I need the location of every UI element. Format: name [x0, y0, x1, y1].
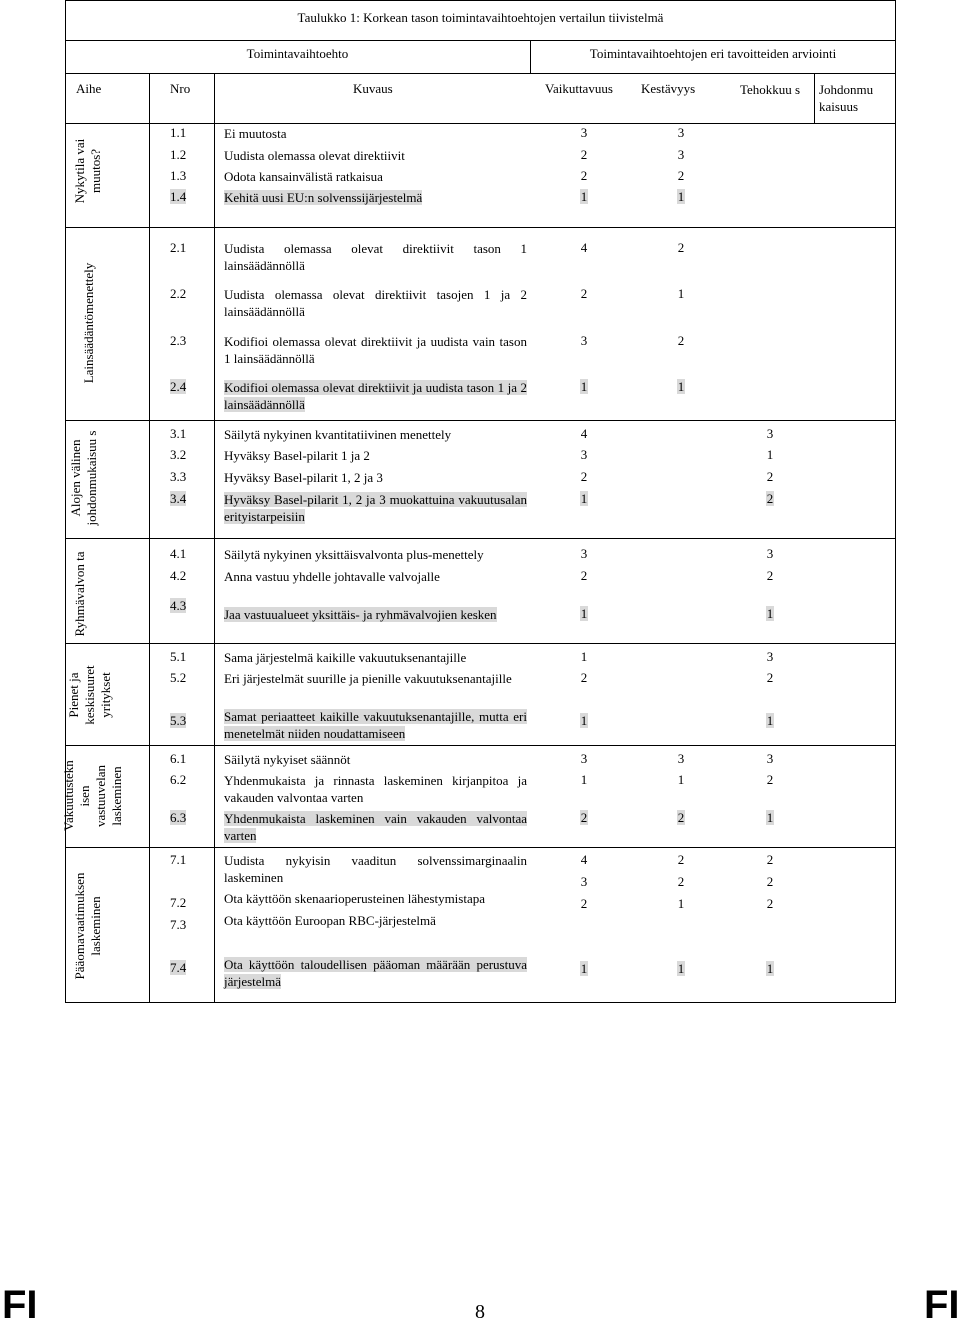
score-vaikuttavuus: 2	[580, 568, 588, 583]
score-tehokkuus: 1	[766, 447, 774, 462]
row-description: Hyväksy Basel-pilarit 1, 2 ja 3	[224, 470, 383, 485]
score-tehokkuus: 1	[766, 606, 774, 621]
row-number: 1.4	[170, 189, 187, 204]
score-vaikuttavuus: 4	[580, 426, 588, 441]
score-kestavyys: 1	[677, 379, 685, 394]
row-description: Kehitä uusi EU:n solvenssijärjestelmä	[224, 190, 423, 205]
score-vaikuttavuus: 1	[580, 379, 588, 394]
row-number: 2.1	[170, 240, 187, 255]
row-number: 6.3	[170, 810, 187, 825]
row-description: Uudista nykyisin vaaditun solvenssimarginaalin laskeminen	[224, 853, 527, 885]
language-mark-left: FI	[2, 1283, 38, 1327]
score-tehokkuus: 1	[766, 810, 774, 825]
row-number: 2.3	[170, 333, 187, 348]
topic-label: Lainsäädäntömenettely	[81, 262, 96, 384]
row-description: Hyväksy Basel-pilarit 1 ja 2	[224, 448, 370, 463]
column-header-vaikuttavuus: Vaikuttavuus	[545, 81, 613, 96]
score-kestavyys: 1	[677, 772, 685, 787]
score-kestavyys: 3	[677, 125, 685, 140]
score-tehokkuus: 3	[766, 546, 774, 561]
score-tehokkuus: 3	[766, 426, 774, 441]
score-vaikuttavuus: 3	[580, 751, 588, 766]
row-number: 4.1	[170, 546, 187, 561]
score-kestavyys: 1	[677, 286, 685, 301]
score-kestavyys: 2	[677, 333, 685, 348]
score-vaikuttavuus: 2	[580, 670, 588, 685]
group-header-options: Toimintavaihtoehto	[246, 46, 349, 61]
row-description: Kodifioi olemassa olevat direktiivit ja uudista vain tason 1 lainsäädännöllä	[224, 334, 527, 366]
topic-label: Vakuutustekn isen vastuuvelan laskeminen	[61, 760, 124, 831]
score-kestavyys: 2	[677, 168, 685, 183]
row-description: Samat periaatteet kaikille vakuutuksenantajille, mutta eri menetelmät niiden noudattamiseen	[224, 709, 527, 741]
row-description: Säilytä nykyinen kvantitatiivinen menettely	[224, 427, 452, 442]
score-vaikuttavuus: 2	[580, 896, 588, 911]
score-vaikuttavuus: 3	[580, 546, 588, 561]
row-description: Uudista olemassa olevat direktiivit tasojen 1 ja 2 lainsäädännöllä	[224, 287, 527, 319]
row-number: 3.1	[170, 426, 187, 441]
row-description: Ota käyttöön Euroopan RBC-järjestelmä	[224, 913, 436, 928]
score-vaikuttavuus: 1	[580, 961, 588, 976]
row-number: 4.2	[170, 568, 187, 583]
row-number: 5.1	[170, 649, 187, 664]
row-number: 2.4	[170, 379, 187, 394]
row-description: Jaa vastuualueet yksittäis- ja ryhmävalvojien kesken	[224, 607, 497, 622]
row-number: 5.2	[170, 670, 187, 685]
row-number: 1.3	[170, 168, 187, 183]
score-vaikuttavuus: 4	[580, 852, 588, 867]
score-kestavyys: 1	[677, 189, 685, 204]
score-tehokkuus: 2	[766, 852, 774, 867]
row-number: 3.3	[170, 469, 187, 484]
page-number: 8	[475, 1301, 485, 1323]
score-vaikuttavuus: 3	[580, 447, 588, 462]
topic-label: Ryhmävalvon ta	[72, 551, 87, 637]
score-kestavyys: 3	[677, 147, 685, 162]
score-tehokkuus: 3	[766, 751, 774, 766]
score-vaikuttavuus: 2	[580, 286, 588, 301]
group-header-evaluation: Toimintavaihtoehtojen eri tavoitteiden arviointi	[589, 46, 837, 61]
row-description: Odota kansainvälistä ratkaisua	[224, 169, 383, 184]
score-vaikuttavuus: 2	[580, 469, 588, 484]
row-number: 6.1	[170, 751, 187, 766]
row-description: Ota käyttöön taloudellisen pääoman määrään perustuva järjestelmä	[224, 957, 527, 989]
column-header-tehokkuus: Tehokkuu s	[740, 82, 801, 97]
row-description: Anna vastuu yhdelle johtavalle valvojalle	[224, 569, 440, 584]
score-vaikuttavuus: 1	[580, 772, 588, 787]
score-vaikuttavuus: 4	[580, 240, 588, 255]
score-kestavyys: 3	[677, 751, 685, 766]
score-tehokkuus: 1	[766, 961, 774, 976]
row-number: 1.2	[170, 147, 187, 162]
score-vaikuttavuus: 1	[580, 649, 588, 664]
table-caption: Taulukko 1: Korkean tason toimintavaihtoehtojen vertailun tiivistelmä	[297, 10, 664, 25]
row-description: Uudista olemassa olevat direktiivit	[224, 148, 405, 163]
row-number: 7.3	[170, 917, 187, 932]
score-tehokkuus: 1	[766, 713, 774, 728]
topic-label: Pienet ja keskisuuret yritykset	[66, 665, 113, 725]
row-number: 3.4	[170, 491, 187, 506]
row-number: 4.3	[170, 598, 187, 613]
score-vaikuttavuus: 1	[580, 713, 588, 728]
score-vaikuttavuus: 1	[580, 491, 588, 506]
column-header-aihe: Aihe	[76, 81, 102, 96]
score-kestavyys: 2	[677, 810, 685, 825]
score-tehokkuus: 2	[766, 896, 774, 911]
score-vaikuttavuus: 3	[580, 333, 588, 348]
row-number: 7.1	[170, 852, 187, 867]
row-number: 6.2	[170, 772, 187, 787]
row-number: 2.2	[170, 286, 187, 301]
row-description: Säilytä nykyiset säännöt	[224, 752, 351, 767]
row-description: Ei muutosta	[224, 126, 287, 141]
row-number: 5.3	[170, 713, 187, 728]
row-description: Kodifioi olemassa olevat direktiivit ja uudista tason 1 ja 2 lainsäädännöllä	[224, 380, 527, 412]
row-description: Hyväksy Basel-pilarit 1, 2 ja 3 muokattuina vakuutusalan erityistarpeisiin	[224, 492, 527, 524]
column-header-johdonmukaisuus: Johdonmu kaisuus	[819, 82, 874, 114]
score-kestavyys: 2	[677, 240, 685, 255]
topic-label: Nykytila vai muutos?	[72, 138, 103, 204]
score-tehokkuus: 2	[766, 469, 774, 484]
column-header-nro: Nro	[170, 81, 191, 96]
row-number: 3.2	[170, 447, 187, 462]
score-tehokkuus: 2	[766, 568, 774, 583]
score-tehokkuus: 3	[766, 649, 774, 664]
score-kestavyys: 2	[677, 874, 685, 889]
score-vaikuttavuus: 1	[580, 606, 588, 621]
row-description: Eri järjestelmät suurille ja pienille vakuutuksenantajille	[224, 671, 512, 686]
score-tehokkuus: 2	[766, 491, 774, 506]
row-number: 7.4	[170, 960, 187, 975]
score-vaikuttavuus: 2	[580, 147, 588, 162]
score-tehokkuus: 2	[766, 874, 774, 889]
row-description: Uudista olemassa olevat direktiivit tason 1 lainsäädännöllä	[224, 241, 527, 273]
score-vaikuttavuus: 3	[580, 874, 588, 889]
row-description: Sama järjestelmä kaikille vakuutuksenantajille	[224, 650, 467, 665]
topic-label: Alojen välinen johdonmukaisuu s	[68, 430, 99, 526]
score-tehokkuus: 2	[766, 772, 774, 787]
column-header-kuvaus: Kuvaus	[353, 81, 393, 96]
score-vaikuttavuus: 1	[580, 189, 588, 204]
column-header-kestavyys: Kestävyys	[641, 81, 696, 96]
score-kestavyys: 1	[677, 896, 685, 911]
row-description: Ota käyttöön skenaarioperusteinen lähestymistapa	[224, 891, 486, 906]
score-vaikuttavuus: 3	[580, 125, 588, 140]
score-kestavyys: 2	[677, 852, 685, 867]
score-vaikuttavuus: 2	[580, 810, 588, 825]
row-number: 1.1	[170, 125, 187, 140]
row-description: Yhdenmukaista ja rinnasta laskeminen kirjanpitoa ja vakauden valvontaa varten	[224, 773, 527, 805]
row-number: 7.2	[170, 895, 187, 910]
score-kestavyys: 1	[677, 961, 685, 976]
row-description: Säilytä nykyinen yksittäisvalvonta plus-menettely	[224, 547, 484, 562]
language-mark-right: FI	[924, 1283, 960, 1327]
score-tehokkuus: 2	[766, 670, 774, 685]
topic-label: Pääomavaatimuksen laskeminen	[72, 872, 103, 980]
score-vaikuttavuus: 2	[580, 168, 588, 183]
row-description: Yhdenmukaista laskeminen vain vakauden valvontaa varten	[224, 811, 527, 843]
